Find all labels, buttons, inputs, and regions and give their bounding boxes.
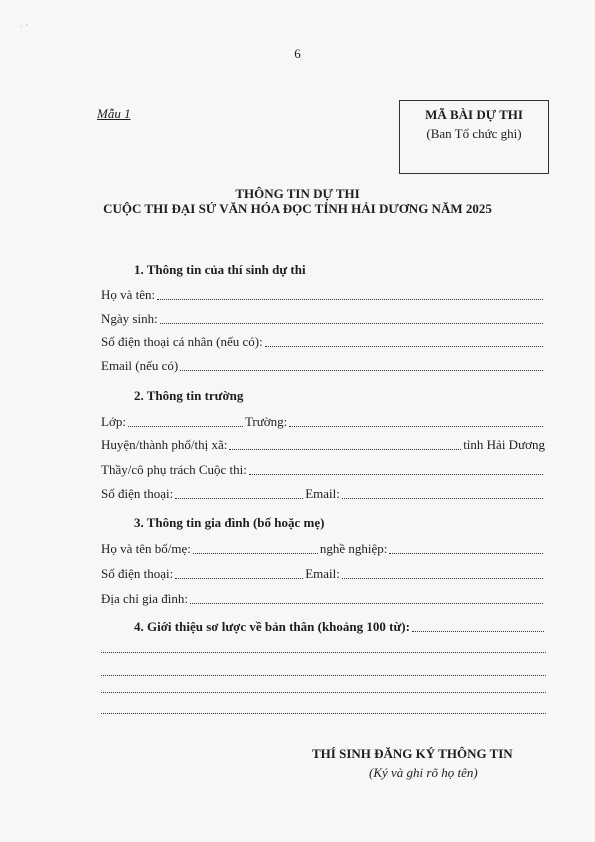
phone-label: Số điện thoại: — [101, 486, 174, 501]
signature-title: THÍ SINH ĐĂNG KÝ THÔNG TIN — [312, 746, 513, 761]
section2-heading: 2. Thông tin trường — [134, 388, 244, 403]
entry-code-box — [399, 100, 549, 174]
field-label: Ngày sinh: — [101, 311, 158, 326]
field-label: Email (nếu có) — [101, 358, 179, 373]
class-school-field[interactable] — [101, 414, 545, 430]
birth-date-field[interactable] — [101, 311, 545, 327]
page-number: 6 — [294, 46, 301, 61]
address-label: Địa chỉ gia đình: — [101, 591, 189, 606]
school-phone-email-field[interactable] — [101, 486, 545, 502]
field-label: Số điện thoại cá nhân (nếu có): — [101, 334, 263, 349]
intro-line[interactable] — [101, 675, 546, 676]
phone-label: Số điện thoại: — [101, 566, 174, 581]
email-label: Email: — [305, 486, 340, 501]
district-field[interactable] — [101, 437, 545, 453]
personal-phone-field[interactable] — [101, 334, 545, 350]
parent-name-label: Họ và tên bố/mẹ: — [101, 541, 191, 556]
intro-line[interactable] — [101, 713, 546, 714]
full-name-field[interactable] — [101, 287, 545, 303]
form-code: Mẫu 1 — [97, 106, 131, 121]
teacher-field[interactable] — [101, 462, 545, 478]
school-label: Trường: — [244, 414, 288, 429]
scan-marks: ˒ · — [20, 20, 29, 30]
parent-phone-email-field[interactable] — [101, 566, 545, 582]
intro-line[interactable] — [101, 692, 546, 693]
email-label: Email: — [305, 566, 340, 581]
entry-code-note: (Ban Tổ chức ghi) — [426, 126, 522, 141]
class-label: Lớp: — [101, 414, 126, 429]
signature-note: (Ký và ghi rõ họ tên) — [369, 765, 478, 780]
province-suffix: tỉnh Hải Dương — [463, 437, 545, 452]
home-address-field[interactable] — [101, 591, 545, 607]
field-label: Họ và tên: — [101, 287, 156, 302]
section3-heading: 3. Thông tin gia đình (bố hoặc mẹ) — [134, 515, 325, 530]
district-label: Huyện/thành phố/thị xã: — [101, 437, 228, 452]
occupation-label: nghề nghiệp: — [319, 541, 388, 556]
intro-line[interactable] — [101, 652, 546, 653]
section4-heading: 4. Giới thiệu sơ lược về bản thân (khoảng 100 từ): — [134, 619, 410, 634]
document-subtitle: CUỘC THI ĐẠI SỨ VĂN HÓA ĐỌC TỈNH HẢI DƯƠNG NĂM 2025 — [103, 201, 492, 216]
teacher-label: Thầy/cô phụ trách Cuộc thi: — [101, 462, 247, 477]
document-title: THÔNG TIN DỰ THI — [235, 186, 360, 201]
section1-heading: 1. Thông tin của thí sinh dự thi — [134, 262, 306, 277]
email-field[interactable] — [101, 358, 545, 374]
parent-name-field[interactable] — [101, 541, 545, 557]
entry-code-title: MÃ BÀI DỰ THI — [425, 107, 523, 122]
self-introduction-field[interactable] — [134, 619, 546, 635]
